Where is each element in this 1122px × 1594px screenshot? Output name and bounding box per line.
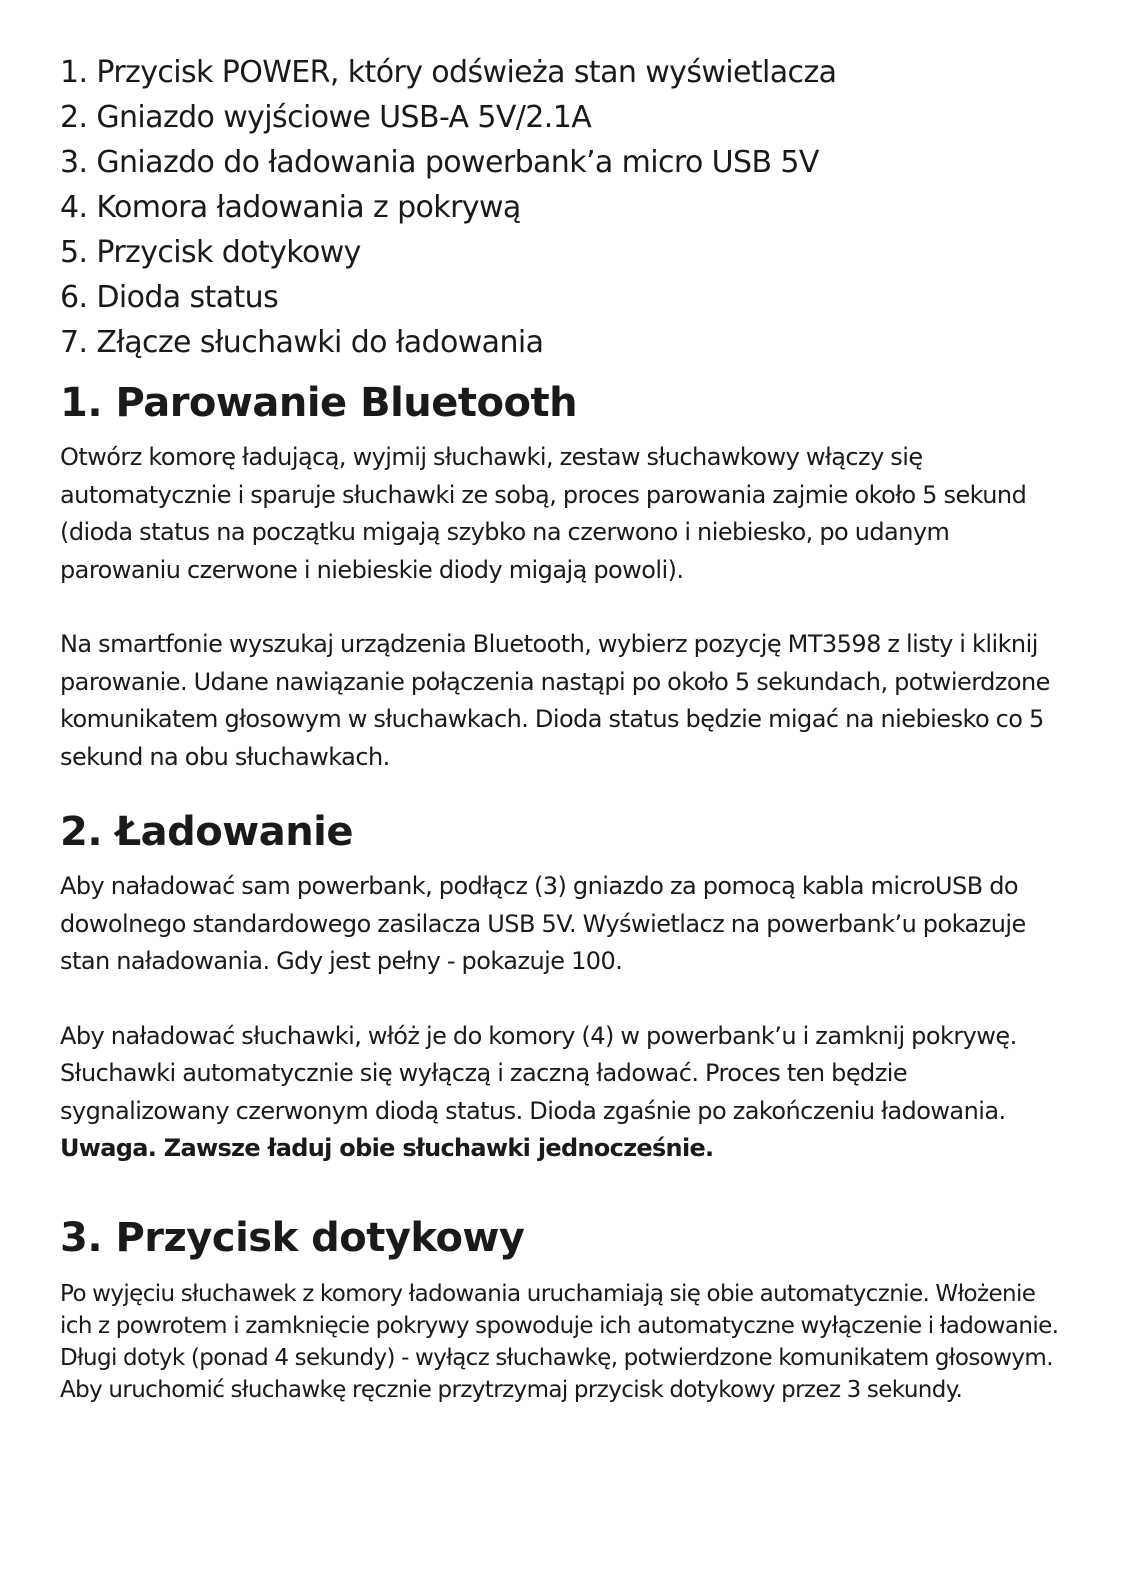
- part-item-6: 6. Dioda status: [60, 280, 279, 315]
- part-item-7: 7. Złącze słuchawki do ładowania: [60, 325, 544, 360]
- part-item-3: 3. Gniazdo do ładowania powerbank’a micro USB 5V: [60, 145, 819, 180]
- section-heading: 2. Ładowanie: [60, 809, 354, 855]
- section-charging: [60, 806, 1070, 1168]
- section-bluetooth-pairing: [60, 377, 1070, 776]
- warning-note: Uwaga. Zawsze ładuj obie słuchawki jednocześnie.: [60, 1134, 714, 1162]
- section-touch-button: [60, 1212, 1070, 1406]
- manual-page: [60, 50, 1070, 1406]
- part-item-5: 5. Przycisk dotykowy: [60, 235, 361, 270]
- part-item-2: 2. Gniazdo wyjściowe USB-A 5V/2.1A: [60, 100, 592, 135]
- paragraph-spacer: [60, 589, 1070, 626]
- part-item-1: 1. Przycisk POWER, który odświeża stan wyświetlacza: [60, 55, 837, 90]
- part-item-4: 4. Komora ładowania z pokrywą: [60, 190, 521, 225]
- parts-list: [60, 50, 1070, 365]
- section-paragraph: Po wyjęciu słuchawek z komory ładowania uruchamiają się obie automatycznie. Włożenie ich z powrotem i zamknięcie pokrywy spowoduje ich automatyczne wyłączenie i ładowanie. Długi dotyk (ponad 4 sekundy) - wyłącz słuchawkę, potwierdzone komunikatem głosowym. Aby uruchomić słuchawkę ręcznie przytrzymaj przycisk dotykowy przez 3 sekundy.: [60, 1280, 1059, 1403]
- section-paragraph: Aby naładować słuchawki, włóż je do komory (4) w powerbank’u i zamknij pokrywę. Słuchawki automatycznie się wyłączą i zaczną ładować. Proces ten będzie sygnalizowany czerwonym diodą status. Dioda zgaśnie po zakończeniu ładowania.: [60, 1021, 1017, 1125]
- section-paragraph: Na smartfonie wyszukaj urządzenia Bluetooth, wybierz pozycję MT3598 z listy i kliknij parowanie. Udane nawiązanie połączenia nastąpi po około 5 sekundach, potwierdzone komunikatem głosowym w słuchawkach. Dioda status będzie migać na niebiesko co 5 sekund na obu słuchawkach.: [60, 630, 1050, 771]
- section-heading: 3. Przycisk dotykowy: [60, 1214, 525, 1261]
- section-paragraph: Otwórz komorę ładującą, wyjmij słuchawki, zestaw słuchawkowy włączy się automatycznie i sparuje słuchawki ze sobą, proces parowania zajmie około 5 sekund (dioda status na początku migają szybko na czerwono i niebiesko, po udanym parowaniu czerwone i niebieskie diody migają powoli).: [60, 443, 1027, 584]
- section-paragraph: Aby naładować sam powerbank, podłącz (3) gniazdo za pomocą kabla microUSB do dowolnego standardowego zasilacza USB 5V. Wyświetlacz na powerbank’u pokazuje stan naładowania. Gdy jest pełny - pokazuje 100.: [60, 872, 1026, 975]
- paragraph-spacer: [60, 981, 1070, 1018]
- section-heading: 1. Parowanie Bluetooth: [60, 380, 578, 426]
